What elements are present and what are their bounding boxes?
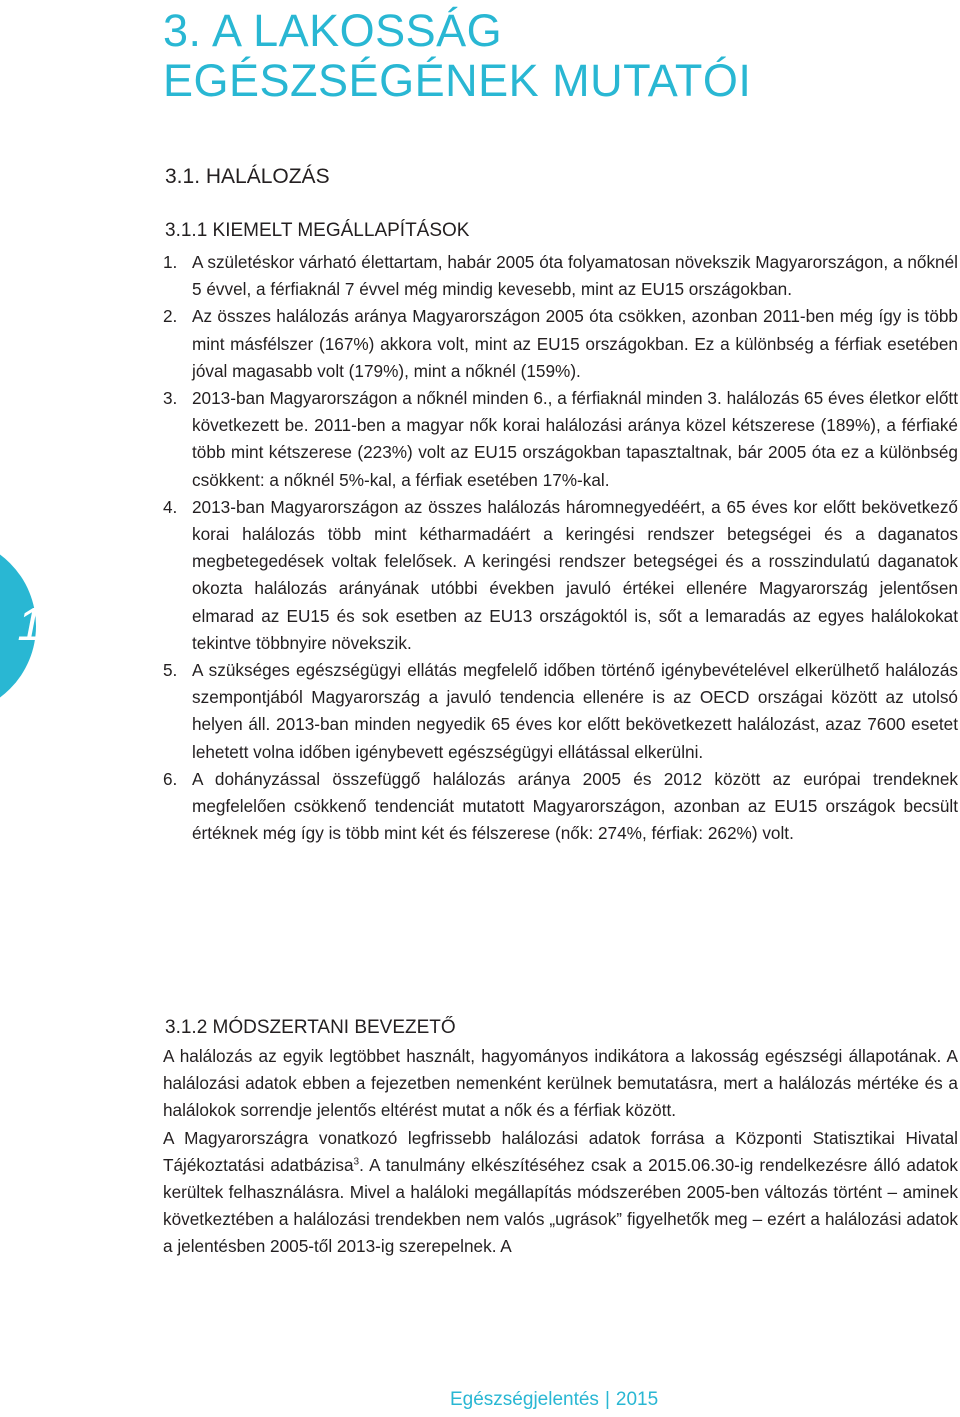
footer-separator: | [604,1389,610,1410]
finding-item [163,249,958,303]
key-findings-list [163,249,958,847]
methods-paragraph-2 [163,1125,958,1261]
footer [450,1388,658,1412]
section-heading: 3.1. HALÁLOZÁS [165,165,330,188]
finding-number: 3. [163,388,178,409]
finding-item [163,657,958,766]
finding-text: A szükséges egészségügyi ellátás megfelelő időben történő igénybevételével elkerülhető halálozás szempontjából Magyarország a javuló tendencia ellenére is az OECD országai között az utolsó helyen áll. 2013-ban minden negyedik 65 éves kor előtt bekövetkezett halálozást, azaz 7600 esetet lehetett volna időben igénybevett egészségügyi ellátással elkerülni. [192,660,958,762]
finding-text: 2013-ban Magyarországon az összes halálozás háromnegyedéért, a 65 éves kor előtt bekövetkező korai halálozás több mint kétharmadáért a keringési rendszer betegségei és a daganatos megbetegedések voltak felelősek. A keringési rendszer betegségei és a rosszindulatú daganatok okozta halálozás arányának utóbbi években javuló értékei ellenére Magyarország jelentősen elmarad az EU15 és sok esetben az EU13 országoktól is, sőt a lemaradás az egyes halálokokat tekintve többnyire növekszik. [192,496,958,653]
methods-paragraph-2-text-continued: . A tanulmány elkészítéséhez csak a 2015.06.30-ig rendelkezésre álló adatok kerültek felhasználásra. Mivel a haláloki megállapítás módszerében 2005-ben változás történt – aminek következtében a halálozási trendekben nem valós „ugrások” figyelhetők meg – ezért a halálozási adatok a jelentésben 2005-től 2013-ig szerepelnek. A [163,1154,959,1257]
finding-item [163,494,958,657]
finding-text: A dohányzással összefüggő halálozás aránya 2005 és 2012 között az európai trendeknek megfelelően csökkenő tendenciát mutatott Magyarországon, azonban az EU15 országok becsült értéknek még így is több mint két és félszerese (nők: 274%, férfiak: 262%) volt. [192,768,958,844]
page-number: 12 [17,598,67,650]
methods-paragraph-1: A halálozás az egyik legtöbbet használt, hagyományos indikátora a lakosság egészségi állapotának. A halálozási adatok ebben a fejezetben nemenként kerülnek bemutatásra, mert a halálozás mértéke és a halálokok sorrendje jelentős eltérést mutat a nők és a férfiak között. [163,1046,958,1121]
finding-item [163,766,958,848]
footer-year: 2015 [615,1389,659,1410]
finding-text: A születéskor várható élettartam, habár 2005 óta folyamatosan növekszik Magyarországon, a nőknél 5 évvel, a férfiaknál 7 évvel még mindig kevesebb, mint az EU15 országokban. [192,252,958,300]
finding-number: 4. [163,496,178,517]
footnote-reference[interactable]: 3 [353,1156,360,1168]
chapter-title [163,6,943,106]
finding-number: 2. [163,306,178,327]
chapter-title-line-2: EGÉSZSÉGÉNEK MUTATÓI [163,55,752,106]
finding-text: Az összes halálozás aránya Magyarországon 2005 óta csökken, azonban 2011-ben még így is több mint másfélszer (167%) akkora volt, mint az EU15 országokban. Ez a különbség a férfiak esetében jóval magasabb volt (179%), mint a nőknél (159%). [192,306,958,381]
methods-heading: 3.1.2 MÓDSZERTANI BEVEZETŐ [165,1017,456,1038]
methods-paragraph-2-text: A Magyarországra vonatkozó legfrissebb halálozási adatok forrása a Központi Statisztikai Hivatal Tájékoztatási adatbázisa [163,1127,958,1175]
methods-body [163,1043,958,1261]
key-findings-heading: 3.1.1 KIEMELT MEGÁLLAPÍTÁSOK [165,220,470,241]
finding-number: 1. [163,252,178,272]
finding-number: 6. [163,768,178,789]
finding-item [163,385,958,494]
finding-item [163,303,958,385]
finding-text: 2013-ban Magyarországon a nőknél minden 6., a férfiaknál minden 3. halálozás 65 éves életkor előtt következett be. 2011-ben a magyar nők korai halálozási aránya közel kétszerese (189%), a férfiaké több mint kétszerese (223%) volt az EU15 országokban tapasztaltnak, bár 2005 óta ez a különbség csökkent: a nőknél 5%-kal, a férfiak esetében 17%-kal. [192,388,958,490]
footer-publication: Egészségjelentés [450,1389,599,1410]
finding-number: 5. [163,660,178,681]
chapter-title-line-1: 3. A LAKOSSÁG [163,5,503,56]
